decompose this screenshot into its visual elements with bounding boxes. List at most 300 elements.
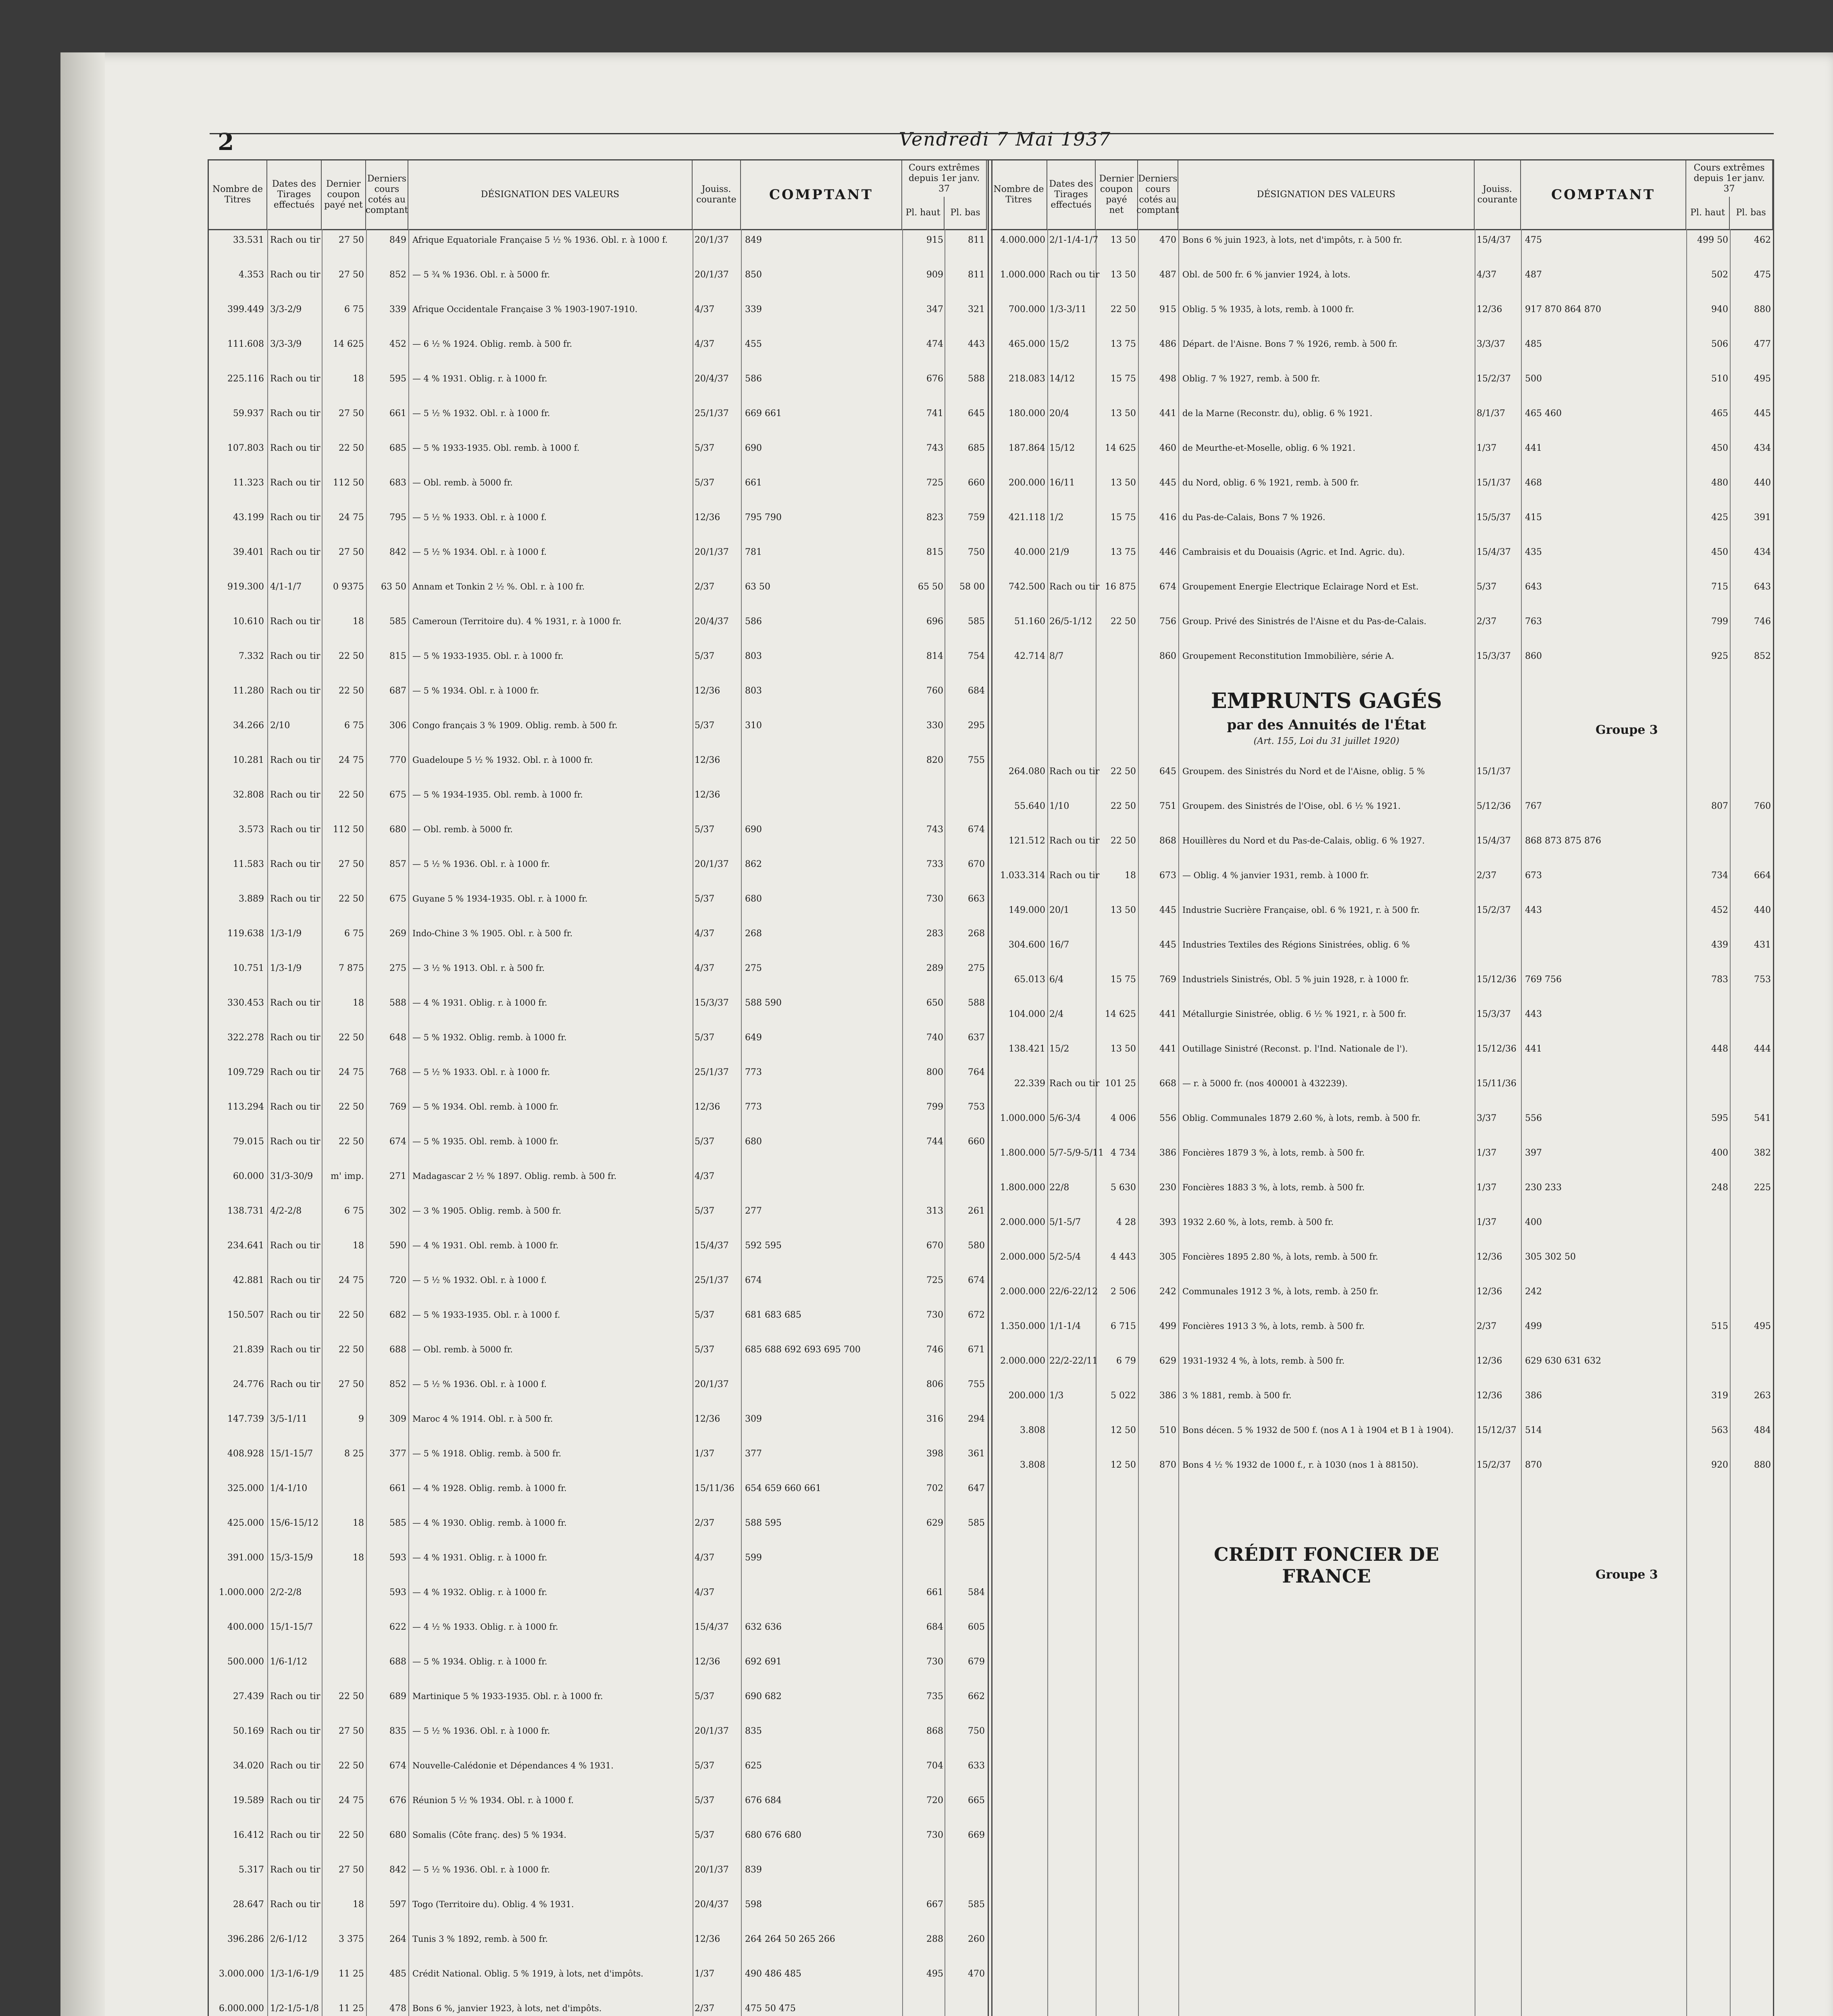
cell-dates: 16/11 bbox=[1049, 478, 1075, 488]
cell-pl-bas: 275 bbox=[968, 963, 985, 973]
cell-pl-bas: 662 bbox=[968, 1691, 985, 1702]
cell-jouiss: 5/37 bbox=[695, 1830, 715, 1840]
cell-designation: — 5 % 1935. Obl. remb. à 1000 fr. bbox=[412, 1137, 559, 1146]
cell-pl-bas: 434 bbox=[1754, 443, 1771, 453]
cell-nombre: 11.323 bbox=[233, 478, 264, 488]
cell-nombre: 11.583 bbox=[233, 859, 264, 869]
cell-pl-haut: 725 bbox=[926, 1275, 943, 1285]
cell-jouiss: 20/1/37 bbox=[695, 547, 729, 557]
cell-derniers-cours: 275 bbox=[389, 963, 406, 973]
cell-jouiss: 4/37 bbox=[1477, 270, 1497, 280]
cell-dates: 15/2 bbox=[1049, 1044, 1069, 1054]
cell-nombre: 218.083 bbox=[1009, 374, 1045, 384]
cell-pl-haut: 783 bbox=[1711, 975, 1728, 985]
cell-designation: — 4 % 1928. Oblig. remb. à 1000 fr. bbox=[412, 1483, 567, 1493]
cell-jouiss: 12/36 bbox=[695, 1934, 720, 1944]
cell-comptant: 673 bbox=[1525, 871, 1542, 881]
cell-nombre: 1.033.314 bbox=[1000, 871, 1045, 881]
cell-derniers-cours: 674 bbox=[1159, 582, 1176, 592]
cell-coupon: 18 bbox=[353, 1553, 364, 1563]
cell-coupon: 13 50 bbox=[1111, 478, 1136, 488]
cell-designation: Bons 6 % juin 1923, à lots, net d'impôts, r. à 500 fr. bbox=[1182, 235, 1402, 245]
cell-derniers-cours: 585 bbox=[389, 616, 406, 627]
cell-comptant: 435 bbox=[1525, 547, 1542, 557]
col-header-coupon: Dernier coupon payé net bbox=[1096, 160, 1138, 229]
cell-coupon: 3 375 bbox=[339, 1934, 364, 1944]
table-row bbox=[991, 1425, 1773, 1450]
cell-derniers-cours: 264 bbox=[389, 1934, 406, 1944]
cell-dates: 1/2-1/5-1/8 bbox=[270, 2004, 319, 2014]
cell-coupon: 24 75 bbox=[339, 755, 364, 765]
cell-derniers-cours: 441 bbox=[1159, 408, 1176, 419]
table-row bbox=[991, 1391, 1773, 1415]
cell-nombre: 55.640 bbox=[1014, 801, 1045, 811]
cell-nombre: 200.000 bbox=[1009, 478, 1045, 488]
cell-pl-bas: 660 bbox=[968, 1137, 985, 1147]
cell-dates: 15/12 bbox=[1049, 443, 1075, 453]
cell-nombre: 33.531 bbox=[233, 235, 264, 245]
cell-nombre: 138.421 bbox=[1009, 1044, 1045, 1054]
cell-comptant: 860 bbox=[1525, 651, 1542, 661]
cell-derniers-cours: 441 bbox=[1159, 1009, 1176, 1019]
cell-pl-bas: 462 bbox=[1754, 235, 1771, 245]
table-row bbox=[209, 408, 987, 433]
cell-comptant: 275 bbox=[745, 963, 762, 973]
cell-derniers-cours: 680 bbox=[389, 1830, 406, 1840]
cell-designation: Oblig. 7 % 1927, remb. à 500 fr. bbox=[1182, 374, 1320, 383]
cell-derniers-cours: 835 bbox=[389, 1726, 406, 1736]
cell-designation: Bons 6 %, janvier 1923, à lots, net d'impôts. bbox=[412, 2004, 602, 2013]
cell-coupon: 0 9375 bbox=[333, 582, 364, 592]
cell-jouiss: 20/1/37 bbox=[695, 859, 729, 869]
table-row bbox=[209, 339, 987, 363]
cell-nombre: 700.000 bbox=[1009, 304, 1045, 314]
cell-derniers-cours: 487 bbox=[1159, 270, 1176, 280]
cell-derniers-cours: 339 bbox=[389, 304, 406, 314]
cell-dates: 15/6-15/12 bbox=[270, 1518, 319, 1528]
cell-derniers-cours: 756 bbox=[1159, 616, 1176, 627]
col-header-nombre: Nombre de Titres bbox=[209, 160, 267, 229]
cell-pl-bas: 637 bbox=[968, 1033, 985, 1043]
cell-derniers-cours: 645 bbox=[1159, 766, 1176, 777]
cell-derniers-cours: 498 bbox=[1159, 374, 1176, 384]
cell-dates: 4/2-2/8 bbox=[270, 1206, 302, 1216]
cell-designation: Industrie Sucrière Française, obl. 6 % 1921, r. à 500 fr. bbox=[1182, 905, 1420, 915]
table-row bbox=[991, 339, 1773, 363]
cell-derniers-cours: 661 bbox=[389, 1483, 406, 1493]
table-row bbox=[209, 859, 987, 883]
cell-nombre: 10.751 bbox=[233, 963, 264, 973]
cell-dates: 14/12 bbox=[1049, 374, 1075, 384]
table-row bbox=[209, 478, 987, 502]
cell-coupon: 27 50 bbox=[339, 1379, 364, 1389]
cell-coupon: 22 50 bbox=[1111, 616, 1136, 627]
cell-coupon: 8 25 bbox=[344, 1449, 364, 1459]
cell-comptant: 415 bbox=[1525, 512, 1542, 523]
cell-designation: Départ. de l'Aisne. Bons 7 % 1926, remb. à 500 fr. bbox=[1182, 339, 1398, 349]
cell-coupon: 18 bbox=[1125, 871, 1136, 881]
cell-dates: 2/1-1/4-1/7 bbox=[1049, 235, 1099, 245]
cell-jouiss: 1/37 bbox=[1477, 1217, 1497, 1227]
cell-pl-bas: 665 bbox=[968, 1795, 985, 1806]
cell-comptant: 339 bbox=[745, 304, 762, 314]
cell-nombre: 421.118 bbox=[1009, 512, 1045, 523]
cell-nombre: 3.808 bbox=[1020, 1425, 1045, 1435]
cell-jouiss: 12/36 bbox=[695, 1414, 720, 1424]
cell-comptant: 475 bbox=[1525, 235, 1542, 245]
cell-comptant: 475 50 475 bbox=[745, 2004, 796, 2014]
cell-dates: Rach ou tir bbox=[270, 1726, 320, 1736]
cell-designation: — 5 ½ % 1936. Obl. r. à 1000 fr. bbox=[412, 1726, 550, 1736]
cell-nombre: 1.000.000 bbox=[219, 1587, 264, 1597]
cell-pl-bas: 268 bbox=[968, 929, 985, 939]
cell-dates: Rach ou tir bbox=[270, 1310, 320, 1320]
cell-pl-bas: 647 bbox=[968, 1483, 985, 1493]
cell-dates: Rach ou tir bbox=[270, 1830, 320, 1840]
cell-pl-bas: 584 bbox=[968, 1587, 985, 1597]
col-header-cours-extremes: Cours extrêmes depuis 1er janv. 37 bbox=[902, 160, 987, 197]
cell-pl-bas: 880 bbox=[1754, 1460, 1771, 1470]
cell-pl-bas: 670 bbox=[968, 859, 985, 869]
cell-dates: Rach ou tir bbox=[1049, 1079, 1100, 1089]
cell-dates: Rach ou tir bbox=[1049, 836, 1100, 846]
cell-jouiss: 5/37 bbox=[695, 1795, 715, 1806]
cell-coupon: 4 443 bbox=[1111, 1252, 1136, 1262]
cell-designation: Foncières 1879 3 %, à lots, remb. à 500 fr. bbox=[1182, 1148, 1365, 1158]
cell-coupon: 13 50 bbox=[1111, 408, 1136, 419]
cell-pl-haut: 465 bbox=[1711, 408, 1728, 419]
cell-coupon: 22 50 bbox=[339, 1033, 364, 1043]
cell-designation: Houillères du Nord et du Pas-de-Calais, oblig. 6 % 1927. bbox=[1182, 836, 1425, 846]
cell-designation: — 5 % 1934-1935. Obl. remb. à 1000 fr. bbox=[412, 790, 583, 800]
cell-coupon: 22 50 bbox=[339, 1830, 364, 1840]
cell-designation: — 5 ½ % 1933. Obl. r. à 1000 fr. bbox=[412, 1067, 550, 1077]
cell-pl-haut: 319 bbox=[1711, 1391, 1728, 1401]
cell-designation: — 5 % 1933-1935. Obl. r. à 1000 fr. bbox=[412, 651, 564, 661]
cell-designation: du Pas-de-Calais, Bons 7 % 1926. bbox=[1182, 512, 1325, 522]
cell-derniers-cours: 852 bbox=[389, 1379, 406, 1389]
cell-nombre: 3.000.000 bbox=[219, 1969, 264, 1979]
cell-comptant: 242 bbox=[1525, 1287, 1542, 1297]
cell-jouiss: 4/37 bbox=[695, 1171, 715, 1181]
cell-dates: Rach ou tir bbox=[270, 443, 320, 453]
cell-nombre: 1.800.000 bbox=[1000, 1148, 1045, 1158]
cell-derniers-cours: 486 bbox=[1159, 339, 1176, 349]
table-row bbox=[991, 547, 1773, 571]
cell-pl-haut: 744 bbox=[926, 1137, 943, 1147]
cell-pl-bas: 495 bbox=[1754, 374, 1771, 384]
cell-pl-haut: 563 bbox=[1711, 1425, 1728, 1435]
cell-pl-haut: 733 bbox=[926, 859, 943, 869]
cell-jouiss: 20/1/37 bbox=[695, 235, 729, 245]
cell-comptant: 586 bbox=[745, 374, 762, 384]
col-header-derniers-cours: Derniers cours cotés au comptant bbox=[1138, 160, 1178, 229]
cell-comptant: 643 bbox=[1525, 582, 1542, 592]
cell-comptant: 868 873 875 876 bbox=[1525, 836, 1601, 846]
cell-designation: Bons décen. 5 % 1932 de 500 f. (nos A 1 à 1904 et B 1 à 1904). bbox=[1182, 1425, 1454, 1435]
cell-comptant: 443 bbox=[1525, 905, 1542, 915]
cell-pl-haut: 595 bbox=[1711, 1113, 1728, 1123]
table-row bbox=[209, 1865, 987, 1889]
cell-pl-haut: 730 bbox=[926, 894, 943, 904]
cell-coupon: 13 50 bbox=[1111, 1044, 1136, 1054]
cell-designation: Groupement Reconstitution Immobilière, série A. bbox=[1182, 651, 1394, 661]
cell-designation: — r. à 5000 fr. (nos 400001 à 432239). bbox=[1182, 1079, 1348, 1088]
table-row bbox=[209, 1934, 987, 1958]
cell-nombre: 2.000.000 bbox=[1000, 1217, 1045, 1227]
table-row bbox=[991, 1148, 1773, 1172]
cell-pl-haut: 448 bbox=[1711, 1044, 1728, 1054]
cell-pl-bas: 674 bbox=[968, 825, 985, 835]
page-binding-shadow bbox=[60, 52, 105, 2016]
table-row bbox=[991, 1356, 1773, 1380]
cell-coupon: 18 bbox=[353, 998, 364, 1008]
cell-dates: 15/2 bbox=[1049, 339, 1069, 349]
cell-jouiss: 15/2/37 bbox=[1477, 1460, 1511, 1470]
cell-derniers-cours: 441 bbox=[1159, 1044, 1176, 1054]
cell-nombre: 21.839 bbox=[233, 1345, 264, 1355]
cell-pl-haut: 65 50 bbox=[918, 582, 943, 592]
cell-pl-haut: 667 bbox=[926, 1899, 943, 1910]
table-row bbox=[209, 1449, 987, 1473]
cell-dates: 3/3-3/9 bbox=[270, 339, 302, 349]
cell-derniers-cours: 815 bbox=[389, 651, 406, 661]
table-row bbox=[991, 270, 1773, 294]
cell-pl-haut: 720 bbox=[926, 1795, 943, 1806]
cell-pl-bas: 645 bbox=[968, 408, 985, 419]
cell-comptant: 441 bbox=[1525, 1044, 1542, 1054]
cell-dates: 2/10 bbox=[270, 721, 290, 731]
cell-jouiss: 12/36 bbox=[1477, 1356, 1502, 1366]
cell-comptant: 680 bbox=[745, 1137, 762, 1147]
cell-coupon: 13 50 bbox=[1111, 235, 1136, 245]
cell-pl-bas: 811 bbox=[968, 270, 985, 280]
cell-designation: Foncières 1895 2.80 %, à lots, remb. à 500 fr. bbox=[1182, 1252, 1378, 1262]
cell-nombre: 51.160 bbox=[1014, 616, 1045, 627]
cell-comptant: 230 233 bbox=[1525, 1183, 1562, 1193]
cell-pl-bas: 263 bbox=[1754, 1391, 1771, 1401]
cell-dates: Rach ou tir bbox=[270, 408, 320, 419]
cell-dates: Rach ou tir bbox=[270, 686, 320, 696]
cell-coupon: 6 75 bbox=[344, 721, 364, 731]
cell-jouiss: 4/37 bbox=[695, 1553, 715, 1563]
cell-nombre: 65.013 bbox=[1014, 975, 1045, 985]
section-subtitle-emprunts-gages: par des Annuités de l'État bbox=[1227, 717, 1426, 733]
cell-nombre: 119.638 bbox=[227, 929, 264, 939]
cell-jouiss: 5/37 bbox=[695, 1033, 715, 1043]
cell-dates: 31/3-30/9 bbox=[270, 1171, 313, 1181]
cell-designation: — 5 % 1934. Oblig. r. à 1000 fr. bbox=[412, 1657, 547, 1666]
cell-comptant: 556 bbox=[1525, 1113, 1542, 1123]
cell-dates: 15/1-15/7 bbox=[270, 1622, 313, 1632]
cell-derniers-cours: 452 bbox=[389, 339, 406, 349]
cell-derniers-cours: 768 bbox=[389, 1067, 406, 1077]
cell-pl-bas: 294 bbox=[968, 1414, 985, 1424]
cell-coupon: 12 50 bbox=[1111, 1460, 1136, 1470]
cell-coupon: 24 75 bbox=[339, 1067, 364, 1077]
cell-jouiss: 15/2/37 bbox=[1477, 374, 1511, 384]
cell-nombre: 304.600 bbox=[1009, 940, 1045, 950]
table-row bbox=[991, 1321, 1773, 1345]
table-row bbox=[209, 721, 987, 745]
cell-coupon: 6 75 bbox=[344, 929, 364, 939]
cell-pl-bas: 321 bbox=[968, 304, 985, 314]
cell-designation: Cambraisis et du Douaisis (Agric. et Ind. Agric. du). bbox=[1182, 547, 1405, 557]
table-row bbox=[209, 1137, 987, 1161]
cell-coupon: 11 25 bbox=[339, 1969, 364, 1979]
cell-nombre: 396.286 bbox=[227, 1934, 264, 1944]
cell-dates: 22/6-22/12 bbox=[1049, 1287, 1098, 1297]
cell-nombre: 264.080 bbox=[1009, 766, 1045, 777]
cell-pl-haut: 510 bbox=[1711, 374, 1728, 384]
cell-dates: Rach ou tir bbox=[270, 616, 320, 627]
cell-pl-bas: 434 bbox=[1754, 547, 1771, 557]
cell-pl-haut: 499 50 bbox=[1697, 235, 1728, 245]
cell-pl-haut: 515 bbox=[1711, 1321, 1728, 1331]
cell-pl-bas: 664 bbox=[1754, 871, 1771, 881]
cell-pl-bas: 440 bbox=[1754, 905, 1771, 915]
cell-nombre: 147.739 bbox=[227, 1414, 264, 1424]
cell-jouiss: 15/11/36 bbox=[695, 1483, 734, 1493]
cell-coupon: 22 50 bbox=[339, 894, 364, 904]
section-note-emprunts-gages: (Art. 155, Loi du 31 juillet 1920) bbox=[1253, 736, 1400, 746]
cell-pl-haut: 741 bbox=[926, 408, 943, 419]
cell-derniers-cours: 416 bbox=[1159, 512, 1176, 523]
cell-coupon: 112 50 bbox=[333, 478, 364, 488]
cell-dates: Rach ou tir bbox=[1049, 270, 1100, 280]
cell-dates: 20/1 bbox=[1049, 905, 1069, 915]
cell-dates: 2/2-2/8 bbox=[270, 1587, 302, 1597]
cell-designation: Bons 4 ½ % 1932 de 1000 f., r. à 1030 (nos 1 à 88150). bbox=[1182, 1460, 1419, 1470]
table-row bbox=[209, 616, 987, 641]
cell-pl-haut: 940 bbox=[1711, 304, 1728, 314]
cell-derniers-cours: 305 bbox=[1159, 1252, 1176, 1262]
table-row bbox=[991, 1113, 1773, 1137]
cell-designation: — 4 % 1931. Oblig. r. à 1000 fr. bbox=[412, 998, 547, 1008]
table-row bbox=[991, 975, 1773, 999]
cell-nombre: 42.881 bbox=[233, 1275, 264, 1285]
cell-designation: — 6 ½ % 1924. Oblig. remb. à 500 fr. bbox=[412, 339, 572, 349]
cell-nombre: 40.000 bbox=[1014, 547, 1045, 557]
cell-comptant: 309 bbox=[745, 1414, 762, 1424]
cell-pl-bas: 445 bbox=[1754, 408, 1771, 419]
cell-pl-haut: 868 bbox=[926, 1726, 943, 1736]
cell-pl-haut: 288 bbox=[926, 1934, 943, 1944]
cell-dates: 5/1-5/7 bbox=[1049, 1217, 1081, 1227]
cell-jouiss: 1/37 bbox=[1477, 443, 1497, 453]
table-row bbox=[209, 512, 987, 537]
cell-jouiss: 5/37 bbox=[695, 478, 715, 488]
cell-dates: Rach ou tir bbox=[270, 1275, 320, 1285]
table-row bbox=[991, 1252, 1773, 1276]
cell-dates: 5/2-5/4 bbox=[1049, 1252, 1081, 1262]
cell-coupon: 15 75 bbox=[1111, 975, 1136, 985]
cell-derniers-cours: 595 bbox=[389, 374, 406, 384]
table-row bbox=[209, 929, 987, 953]
cell-designation: — 5 ½ % 1936. Obl. r. à 1000 fr. bbox=[412, 1865, 550, 1874]
cell-nombre: 180.000 bbox=[1009, 408, 1045, 419]
cell-derniers-cours: 795 bbox=[389, 512, 406, 523]
cell-nombre: 391.000 bbox=[227, 1553, 264, 1563]
cell-nombre: 500.000 bbox=[227, 1657, 264, 1667]
cell-pl-haut: 746 bbox=[926, 1345, 943, 1355]
cell-dates: Rach ou tir bbox=[270, 1241, 320, 1251]
cell-comptant: 305 302 50 bbox=[1525, 1252, 1576, 1262]
table-row bbox=[209, 1587, 987, 1612]
cell-coupon: 5 022 bbox=[1111, 1391, 1136, 1401]
cell-jouiss: 2/37 bbox=[1477, 1321, 1497, 1331]
cell-coupon: 22 50 bbox=[1111, 801, 1136, 811]
cell-jouiss: 15/12/36 bbox=[1477, 1044, 1517, 1054]
cell-designation: Afrique Occidentale Française 3 % 1903-1907-1910. bbox=[412, 304, 638, 314]
cell-pl-haut: 502 bbox=[1711, 270, 1728, 280]
cell-designation: — 4 % 1931. Oblig. r. à 1000 fr. bbox=[412, 1553, 547, 1562]
table-row bbox=[209, 1691, 987, 1716]
cell-pl-haut: 702 bbox=[926, 1483, 943, 1493]
cell-pl-haut: 725 bbox=[926, 478, 943, 488]
cell-nombre: 22.339 bbox=[1014, 1079, 1045, 1089]
cell-designation: 1931-1932 4 %, à lots, remb. à 500 fr. bbox=[1182, 1356, 1345, 1366]
cell-derniers-cours: 593 bbox=[389, 1553, 406, 1563]
table-row bbox=[209, 1310, 987, 1334]
cell-comptant: 669 661 bbox=[745, 408, 782, 419]
cell-nombre: 7.332 bbox=[239, 651, 264, 661]
page-date: Vendredi 7 Mai 1937 bbox=[899, 128, 1111, 150]
cell-nombre: 4.353 bbox=[239, 270, 264, 280]
table-row bbox=[991, 374, 1773, 398]
cell-derniers-cours: 485 bbox=[389, 1969, 406, 1979]
cell-designation: — 5 ½ % 1936. Obl. r. à 1000 fr. bbox=[412, 859, 550, 869]
cell-dates: Rach ou tir bbox=[270, 1865, 320, 1875]
cell-coupon: 13 50 bbox=[1111, 905, 1136, 915]
table-row bbox=[209, 825, 987, 849]
section-title-emprunts-gages: EMPRUNTS GAGÉS bbox=[1211, 689, 1442, 713]
col-header-designation: DÉSIGNATION DES VALEURS bbox=[1178, 160, 1475, 229]
cell-derniers-cours: 668 bbox=[1159, 1079, 1176, 1089]
cell-designation: Congo français 3 % 1909. Oblig. remb. à 500 fr. bbox=[412, 721, 618, 730]
cell-designation: Industriels Sinistrés, Obl. 5 % juin 1928, r. à 1000 fr. bbox=[1182, 975, 1409, 984]
cell-pl-bas: 361 bbox=[968, 1449, 985, 1459]
cell-nombre: 4.000.000 bbox=[1000, 235, 1045, 245]
cell-pl-bas: 470 bbox=[968, 1969, 985, 1979]
cell-comptant: 310 bbox=[745, 721, 762, 731]
cell-nombre: 28.647 bbox=[233, 1899, 264, 1910]
left-half-table bbox=[209, 160, 987, 2016]
cell-pl-bas: 588 bbox=[968, 998, 985, 1008]
cell-pl-haut: 676 bbox=[926, 374, 943, 384]
cell-derniers-cours: 674 bbox=[389, 1761, 406, 1771]
cell-derniers-cours: 674 bbox=[389, 1137, 406, 1147]
table-row bbox=[209, 1969, 987, 1993]
cell-coupon: 22 50 bbox=[339, 686, 364, 696]
cell-designation: Annam et Tonkin 2 ½ %. Obl. r. à 100 fr. bbox=[412, 582, 585, 591]
cell-nombre: 50.169 bbox=[233, 1726, 264, 1736]
cell-jouiss: 12/36 bbox=[1477, 1252, 1502, 1262]
cell-nombre: 1.000.000 bbox=[1000, 1113, 1045, 1123]
cell-coupon: 22 50 bbox=[1111, 766, 1136, 777]
cell-coupon: 18 bbox=[353, 1899, 364, 1910]
cell-dates: 1/3 bbox=[1049, 1391, 1064, 1401]
cell-nombre: 3.889 bbox=[239, 894, 264, 904]
cell-coupon: 18 bbox=[353, 374, 364, 384]
cell-nombre: 2.000.000 bbox=[1000, 1287, 1045, 1297]
table-row bbox=[209, 374, 987, 398]
cell-jouiss: 12/36 bbox=[695, 755, 720, 765]
cell-pl-bas: 764 bbox=[968, 1067, 985, 1077]
cell-nombre: 322.278 bbox=[227, 1033, 264, 1043]
cell-jouiss: 12/36 bbox=[695, 1102, 720, 1112]
cell-dates: 15/1-15/7 bbox=[270, 1449, 313, 1459]
